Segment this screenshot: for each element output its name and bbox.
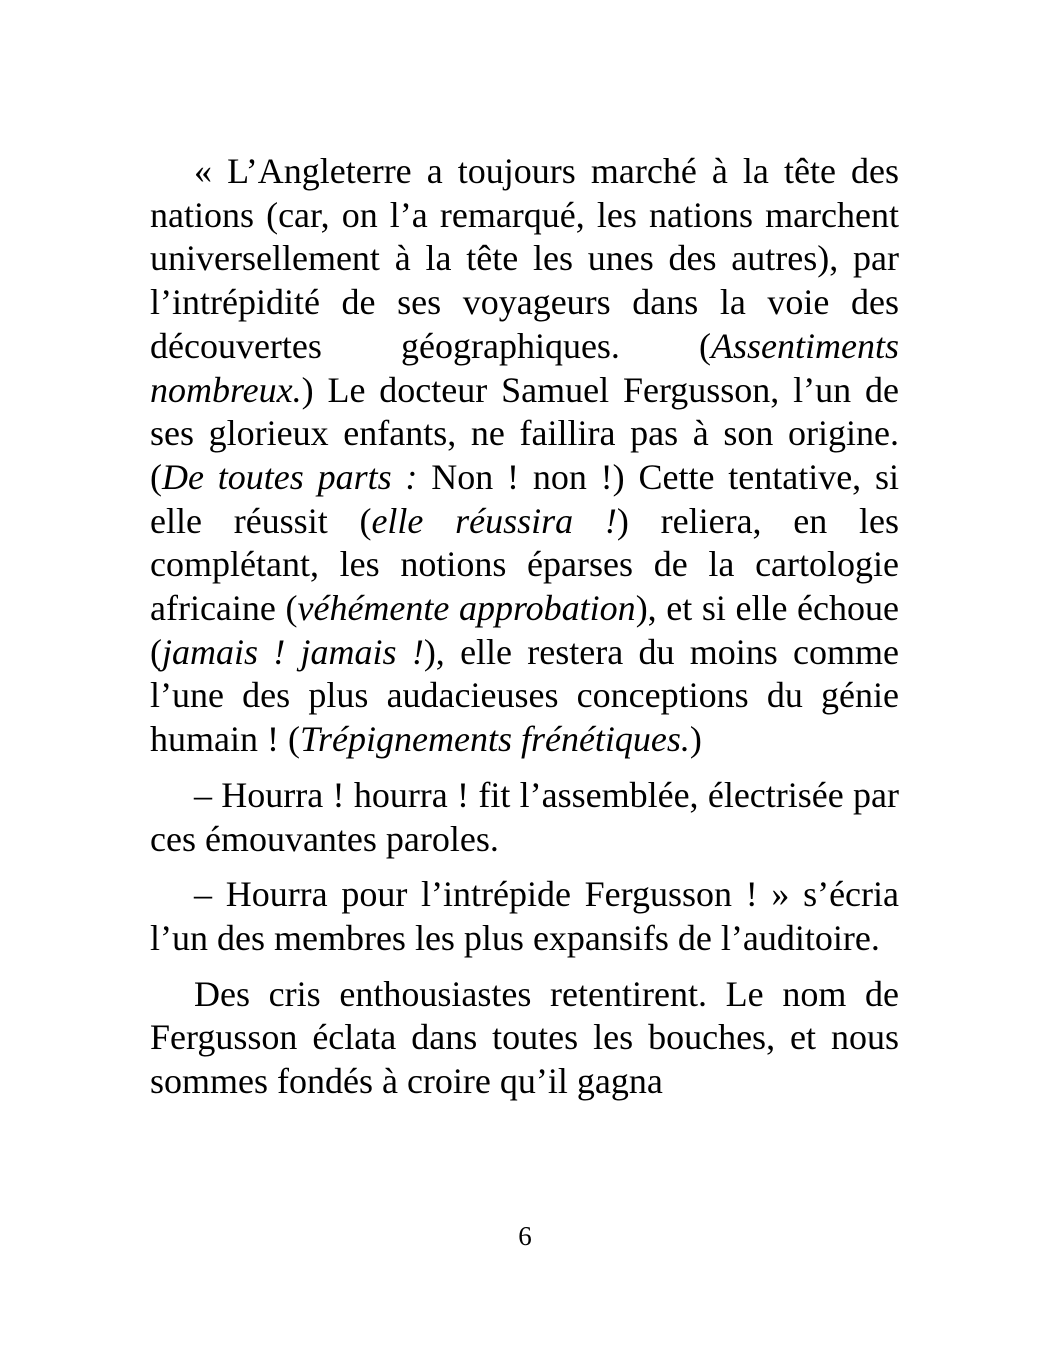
text-run: – Hourra pour l’intrépide Fergusson ! » s’écria l’un des membres les plus expansifs de l’auditoire. xyxy=(150,874,899,958)
paragraph xyxy=(150,873,899,960)
text-run: « L’Angleterre a toujours marché à la tête des nations (car, on l’a remarqué, les nations marchent universellement à la tête les unes des autres), par l’intrépidité de ses voyageurs dans la voie des découvertes géographiques. ( xyxy=(150,151,899,366)
text-run: Non ! non !) Cette tentative, si elle réussit ( xyxy=(150,456,899,541)
italic-text: véhémente approbation xyxy=(297,588,636,629)
italic-text: De toutes parts : xyxy=(162,456,418,497)
text-run: Des cris enthousiastes retentirent. Le nom de Fergusson éclata dans toutes les bouches, et nous sommes fondés à croire qu’il gagna xyxy=(150,973,899,1102)
text-run: ) xyxy=(689,719,702,760)
paragraph xyxy=(150,973,899,1104)
text-run: ) Le docteur Samuel Fergusson, l’un de ses glorieux enfants, ne faillira pas à son origine. ( xyxy=(150,369,899,497)
page-body xyxy=(150,150,899,1104)
text-run: ) reliera, en les complétant, les notions éparses de la cartologie africaine ( xyxy=(150,500,900,629)
text-run: – Hourra ! hourra ! fit l’assemblée, électrisée par ces émouvantes paroles. xyxy=(150,774,899,859)
paragraph xyxy=(150,150,899,762)
italic-text: jamais ! jamais ! xyxy=(162,631,424,672)
paragraph xyxy=(150,774,899,861)
text-run: ), elle restera du moins comme l’une des plus audacieuses conceptions du génie humain ! ( xyxy=(150,631,899,760)
italic-text: Trépignements frénétiques. xyxy=(299,719,690,760)
page-number: 6 xyxy=(518,1221,532,1251)
italic-text: elle réussira ! xyxy=(371,500,617,541)
text-run: ), et si elle échoue ( xyxy=(150,588,899,672)
italic-text: Assentiments nombreux. xyxy=(150,325,899,410)
